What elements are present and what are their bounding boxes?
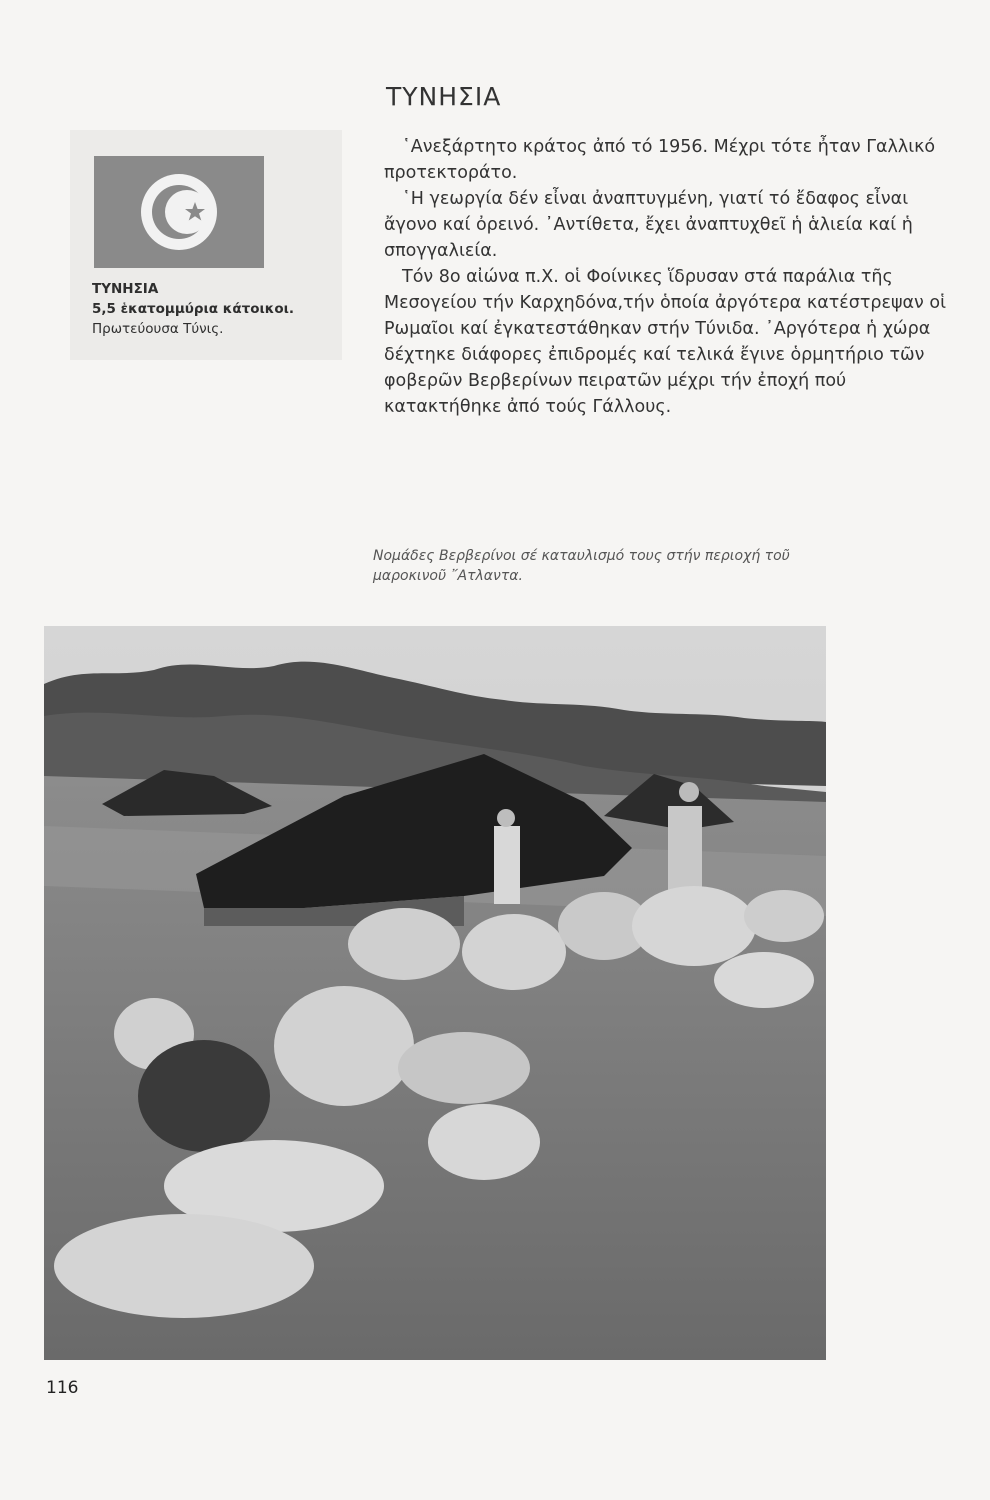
paragraph: ῾Ανεξάρτητο κράτος ἀπό τό 1956. Μέχρι τότε ἦταν Γαλλικό προτεκτοράτο.: [384, 137, 936, 183]
page-number: 116: [46, 1378, 79, 1398]
population: 5,5 ἑκατομμύρια κάτοικοι.: [92, 301, 295, 317]
paragraph: Τόν 8ο αἰώνα π.Χ. οἱ Φοίνικες ἵδρυσαν στά παράλια τῆς Μεσογείου τήν Καρχηδόνα,τήν ὁποία ἀργότερα κατέστρεψαν οἱ Ρωμαῖοι καί ἐγκατεστάθηκαν στήν Τύνιδα. ᾿Αργότερα ἡ χώρα δέχτηκε διάφορες ἐπιδρομές καί τελικά ἔγινε ὁρμητήριο τῶν φοβερῶν Βερβερίνων πειρατῶν μέχρι τήν ἐποχή πού κατακτήθηκε ἀπό τούς Γάλλους.: [384, 267, 946, 417]
page-title: ΤΥΝΗΣΙΑ: [386, 82, 502, 111]
capital: Πρωτεύουσα Τύνις.: [92, 321, 224, 337]
country-info-box: [70, 130, 342, 360]
paragraph: ῾Η γεωργία δέν εἶναι ἀναπτυγμένη, γιατί τό ἔδαφος εἶναι ἄγονο καί ὀρεινό. ᾿Αντίθετα, ἔχει ἀναπτυχθεῖ ἡ ἁλιεία καί ἡ σπογγαλιεία.: [384, 189, 913, 261]
body-text: [384, 134, 964, 420]
nomad-camp-photo: [44, 626, 826, 1360]
country-name: ΤΥΝΗΣΙΑ: [92, 281, 159, 297]
tunisia-flag-icon: [94, 156, 264, 268]
photo-caption: Νομάδες Βερβερίνοι σέ καταυλισμό τους στήν περιοχή τοῦ μαροκινοῦ ῎Ατλαντα.: [373, 548, 790, 584]
